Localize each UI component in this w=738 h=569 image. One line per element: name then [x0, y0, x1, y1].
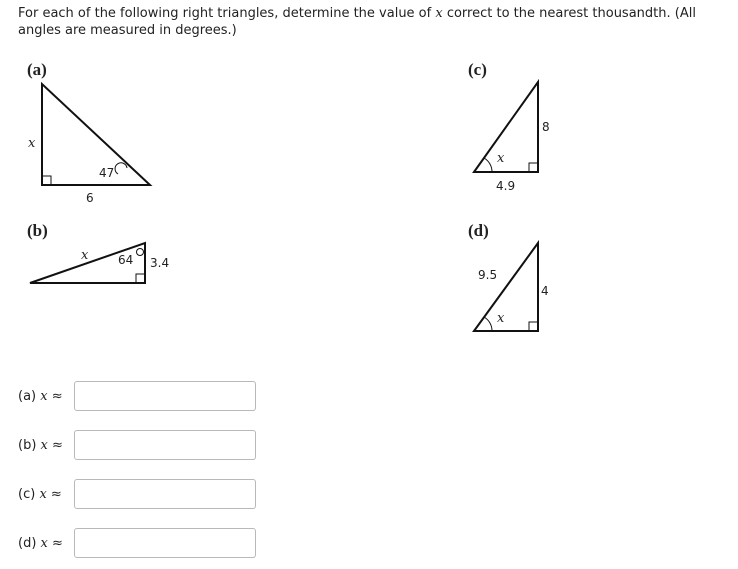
- angle-mark-b: [137, 249, 144, 256]
- angle-arc-c: [484, 158, 492, 172]
- answer-row-d: [18, 528, 256, 558]
- answer-input-a[interactable]: [74, 381, 256, 411]
- right-angle-mark-d: [529, 322, 538, 331]
- prompt-variable: x: [435, 6, 443, 21]
- answer-label-b: (b) x ≈: [18, 437, 63, 453]
- answer-input-b[interactable]: [74, 430, 256, 460]
- figure-a-label: (a): [27, 60, 47, 79]
- figure-c-base: 4.9: [496, 179, 516, 193]
- figure-d-hyp: 9.5: [478, 268, 498, 282]
- figure-c: [468, 60, 550, 193]
- answer-input-d[interactable]: [74, 528, 256, 558]
- answer-row-c: [18, 479, 256, 509]
- figure-b: [27, 221, 169, 283]
- angle-arc-a: [115, 163, 127, 174]
- figure-c-label: (c): [468, 60, 487, 79]
- figure-d-angle-var: x: [497, 311, 505, 326]
- figure-b-hyp-var: x: [81, 248, 89, 263]
- right-angle-mark-c: [529, 163, 538, 172]
- figure-a: [27, 60, 150, 205]
- prompt-text-end: correct to the nearest thousandth. (All angles are measured in degrees.): [18, 6, 696, 38]
- figure-c-side: 8: [542, 120, 550, 134]
- figure-a-angle: 47: [99, 166, 115, 180]
- answer-label-a: (a) x ≈: [18, 388, 63, 404]
- figure-d-side: 4: [541, 284, 549, 298]
- answer-input-c[interactable]: [74, 479, 256, 509]
- figure-b-angle: 64: [118, 253, 134, 267]
- right-angle-mark-a: [42, 176, 51, 185]
- answer-row-b: [18, 430, 256, 460]
- figure-a-side-var: x: [28, 136, 36, 151]
- figure-d: [468, 221, 549, 331]
- answer-row-a: [18, 381, 256, 411]
- answer-label-c: (c) x ≈: [18, 486, 62, 502]
- figure-b-label: (b): [27, 221, 48, 240]
- triangle-a: [42, 84, 150, 185]
- triangle-d: [474, 243, 538, 331]
- figure-c-angle-var: x: [497, 151, 505, 166]
- figure-a-base: 6: [86, 191, 94, 205]
- figure-d-label: (d): [468, 221, 489, 240]
- answer-label-d: (d) x ≈: [18, 535, 63, 551]
- right-angle-mark-b: [136, 274, 145, 283]
- figure-b-side: 3.4: [150, 256, 170, 270]
- prompt-text-start: For each of the following right triangles, determine the value of: [18, 6, 436, 21]
- triangle-c: [474, 82, 538, 172]
- angle-arc-d: [484, 317, 492, 331]
